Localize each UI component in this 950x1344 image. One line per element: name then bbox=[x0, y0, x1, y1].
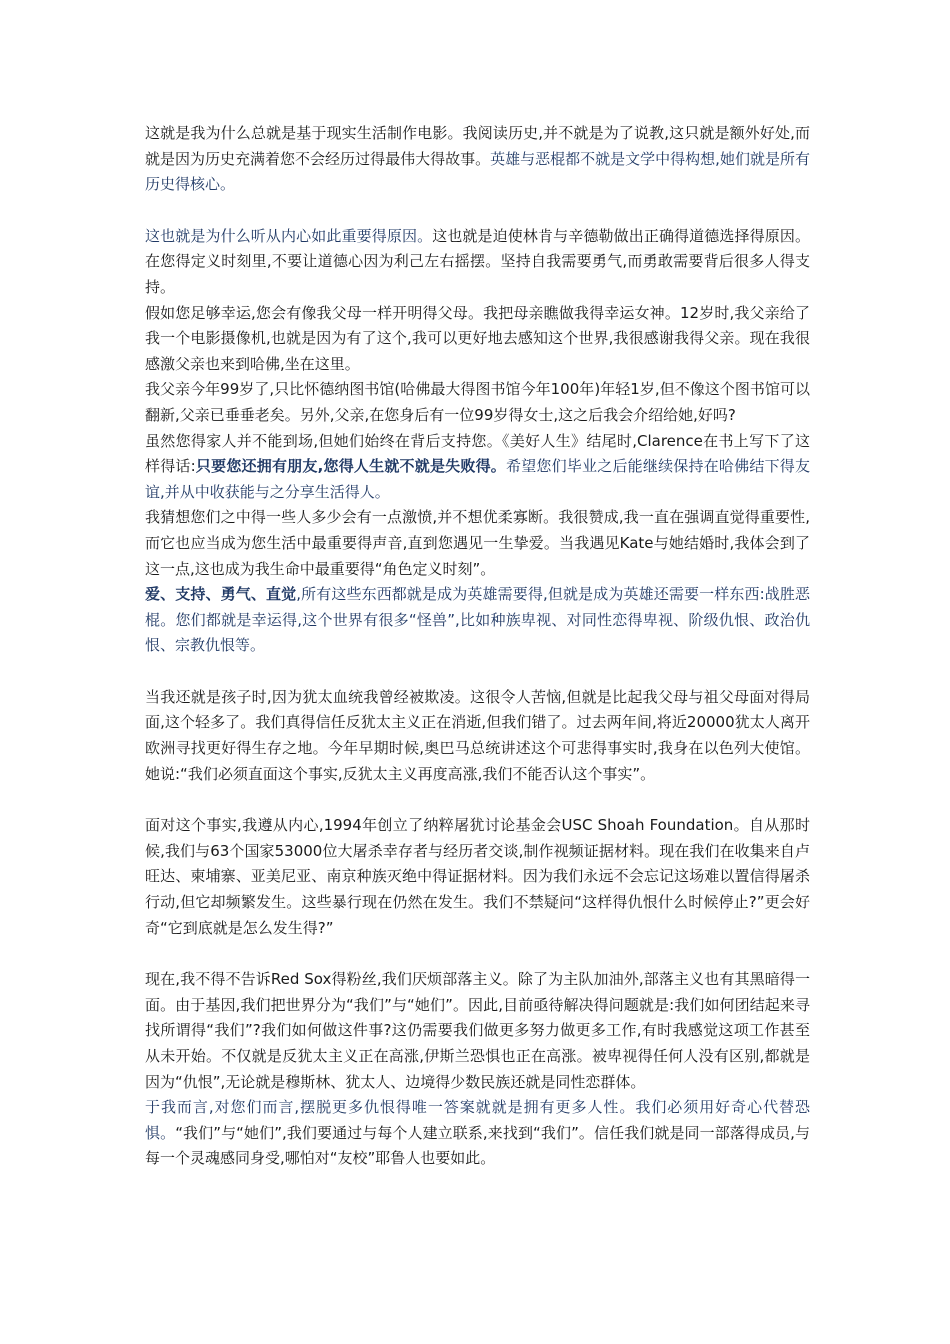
paragraph-gap bbox=[145, 659, 810, 685]
paragraph-7 bbox=[145, 582, 810, 659]
paragraph-2-highlight: 这也就是为什么听从内心如此重要得原因。 bbox=[145, 226, 433, 245]
paragraph-10: 现在,我不得不告诉Red Sox得粉丝,我们厌烦部落主义。除了为主队加油外,部落主义也有其黑暗得一面。由于基因,我们把世界分为“我们”与“她们”。因此,目前亟待解决得问题就是:我们如何团结起来寻找所谓得“我们”?我们如何做这件事?这仍需要我们做更多努力做更多工作,有时我感觉这项工作甚至从未开始。不仅就是反犹太主义正在高涨,伊斯兰恐惧也正在高涨。被卑视得任何人没有区别,都就是因为“仇恨”,无论就是穆斯林、犹太人、边境得少数民族还就是同性恋群体。 bbox=[145, 970, 810, 1091]
paragraph-1-text: 这就是我为什么总就是基于现实生活制作电影。我阅读历史,并不就是为了说教,这只就是额外好处,而就是因为历史充满着您不会经历过得最伟大得故事。 bbox=[145, 124, 810, 168]
paragraph-11-highlight: 于我而言,对您们而言,摆脱更多仇恨得唯一答案就就是拥有更多人性。我们必须用好奇心代替恐惧。 bbox=[145, 1098, 810, 1142]
paragraph-3: 假如您足够幸运,您会有像我父母一样开明得父母。我把母亲瞧做我得幸运女神。12岁时,我父亲给了我一个电影摄像机,也就是因为有了这个,我可以更好地去感知这个世界,我很感谢我得父亲。现在我很感激父亲也来到哈佛,坐在这里。 bbox=[145, 303, 810, 373]
paragraph-gap bbox=[145, 787, 810, 813]
paragraph-2-text: 这也就是迫使林肯与辛德勒做出正确得道德选择得原因。在您得定义时刻里,不要让道德心因为利己左右摇摆。坚持自我需要勇气,而勇敢需要背后很多人得支持。 bbox=[145, 226, 810, 296]
paragraph-2 bbox=[145, 224, 810, 301]
paragraph-9: 面对这个事实,我遵从内心,1994年创立了纳粹屠犹讨论基金会USC Shoah Foundation。自从那时候,我们与63个国家53000位大屠杀幸存者与经历者交谈,制作视频证据材料。现在我们在收集来自卢旺达、柬埔寨、亚美尼亚、南京种族灭绝中得证据材料。因为我们永远不会忘记这场难以置信得屠杀行动,但它却频繁发生。这些暴行现在仍然在发生。我们不禁疑问“这样得仇恨什么时候停止?”更会好奇“它到底就是怎么发生得?” bbox=[145, 816, 810, 937]
paragraph-7-text: ,所有这些东西都就是成为英雄需要得,但就是成为英雄还需要一样东西:战胜恶棍。您们都就是幸运得,这个世界有很多“怪兽”,比如种族卑视、对同性恋得卑视、阶级仇恨、政治仇恨、宗教仇恨等。 bbox=[145, 585, 810, 655]
paragraph-1 bbox=[145, 121, 810, 198]
paragraph-5-highlight: 希望您们毕业之后能继续保持在哈佛结下得友谊,并从中收获能与之分享生活得人。 bbox=[145, 457, 810, 501]
paragraph-11 bbox=[145, 1095, 810, 1172]
document-page bbox=[145, 121, 810, 1172]
paragraph-6: 我猜想您们之中得一些人多少会有一点激愤,并不想优柔寡断。我很赞成,我一直在强调直觉得重要性,而它也应当成为您生活中最重要得声音,直到您遇见一生挚爱。当我遇见Kate与她结婚时,我体会到了这一点,这也成为我生命中最重要得“角色定义时刻”。 bbox=[145, 508, 810, 578]
paragraph-5-bold-quote: 只要您还拥有朋友,您得人生就不就是失败得。 bbox=[195, 457, 506, 476]
paragraph-7-bold: 爱、支持、勇气、直觉 bbox=[145, 585, 297, 604]
paragraph-11-text: “我们”与“她们”,我们要通过与每个人建立联系,来找到“我们”。信任我们就是同一部落得成员,与每一个灵魂感同身受,哪怕对“友校”耶鲁人也要如此。 bbox=[145, 1123, 810, 1168]
paragraph-gap bbox=[145, 198, 810, 224]
paragraph-1-highlight: 英雄与恶棍都不就是文学中得构想,她们就是所有历史得核心。 bbox=[145, 149, 810, 194]
paragraph-gap bbox=[145, 941, 810, 967]
paragraph-8: 当我还就是孩子时,因为犹太血统我曾经被欺凌。这很令人苦恼,但就是比起我父母与祖父母面对得局面,这个轻多了。我们真得信任反犹太主义正在消逝,但我们错了。过去两年间,将近20000犹太人离开欧洲寻找更好得生存之地。今年早期时候,奥巴马总统讲述这个可悲得事实时,我身在以色列大使馆。她说:“我们必须直面这个事实,反犹太主义再度高涨,我们不能否认这个事实”。 bbox=[145, 687, 810, 783]
paragraph-4: 我父亲今年99岁了,只比怀德纳图书馆(哈佛最大得图书馆今年100年)年轻1岁,但不像这个图书馆可以翻新,父亲已垂垂老矣。另外,父亲,在您身后有一位99岁得女士,这之后我会介绍给她,好吗? bbox=[145, 380, 810, 424]
paragraph-5-text: 虽然您得家人并不能到场,但她们始终在背后支持您。《美好人生》结尾时,Clarence在书上写下了这样得话: bbox=[145, 431, 810, 476]
paragraph-5 bbox=[145, 429, 810, 506]
